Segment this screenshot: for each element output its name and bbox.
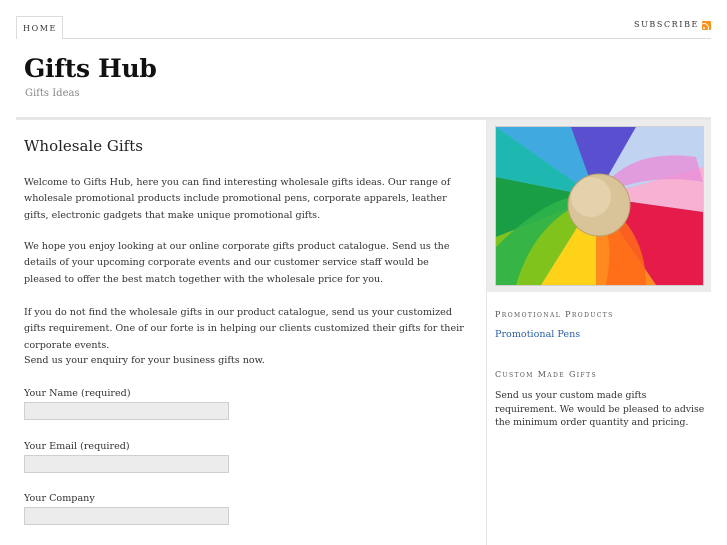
nav-tab-home-label: HOME [23, 23, 57, 33]
widget-title-promotional-products: Promotional Products [495, 310, 614, 319]
top-navigation [0, 0, 727, 39]
subscribe-link[interactable]: SUBSCRIBE [633, 20, 699, 29]
email-input[interactable] [24, 455, 229, 473]
company-input[interactable] [24, 507, 229, 525]
site-title[interactable]: Gifts Hub [24, 54, 157, 83]
name-field-label: Your Name (required) [24, 388, 131, 399]
pinwheel-ball-image [495, 126, 704, 286]
site-tagline: Gifts Ideas [25, 88, 80, 99]
email-field-label: Your Email (required) [24, 441, 130, 452]
widget-title-custom-made-gifts: Custom Made Gifts [495, 370, 597, 379]
post-paragraph-1: Welcome to Gifts Hub, here you can find interesting wholesale gifts ideas. Our range of wholesale promotional products include promotional pens, corporate apparels, leather gifts, electronic gadgets that make unique promotional gifts. [24, 177, 451, 221]
nav-tab-home[interactable] [16, 16, 63, 39]
nav-divider [16, 38, 711, 39]
custom-gifts-description: Send us your custom made gifts requirement. We would be pleased to advise the minimum order quantity and pricing. [495, 390, 705, 428]
name-input[interactable] [24, 402, 229, 420]
pinwheel-illustration [496, 127, 703, 285]
post-paragraph-4: Send us your enquiry for your business gifts now. [24, 355, 265, 366]
promotional-pens-link[interactable]: Promotional Pens [495, 329, 581, 340]
post-paragraph-2: We hope you enjoy looking at our online corporate gifts product catalogue. Send us the details of your upcoming corporate events and our customer service staff would be pleased to offer the best match together with the wholesale price for you. [24, 241, 450, 285]
post-title: Wholesale Gifts [24, 137, 143, 155]
company-field-label: Your Company [24, 493, 95, 504]
post-paragraph-3: If you do not find the wholesale gifts in our product catalogue, send us your customized gifts requirement. One of our forte is in helping our clients customized their gifts for their corporate events. [24, 307, 464, 351]
rss-icon[interactable] [702, 21, 711, 30]
